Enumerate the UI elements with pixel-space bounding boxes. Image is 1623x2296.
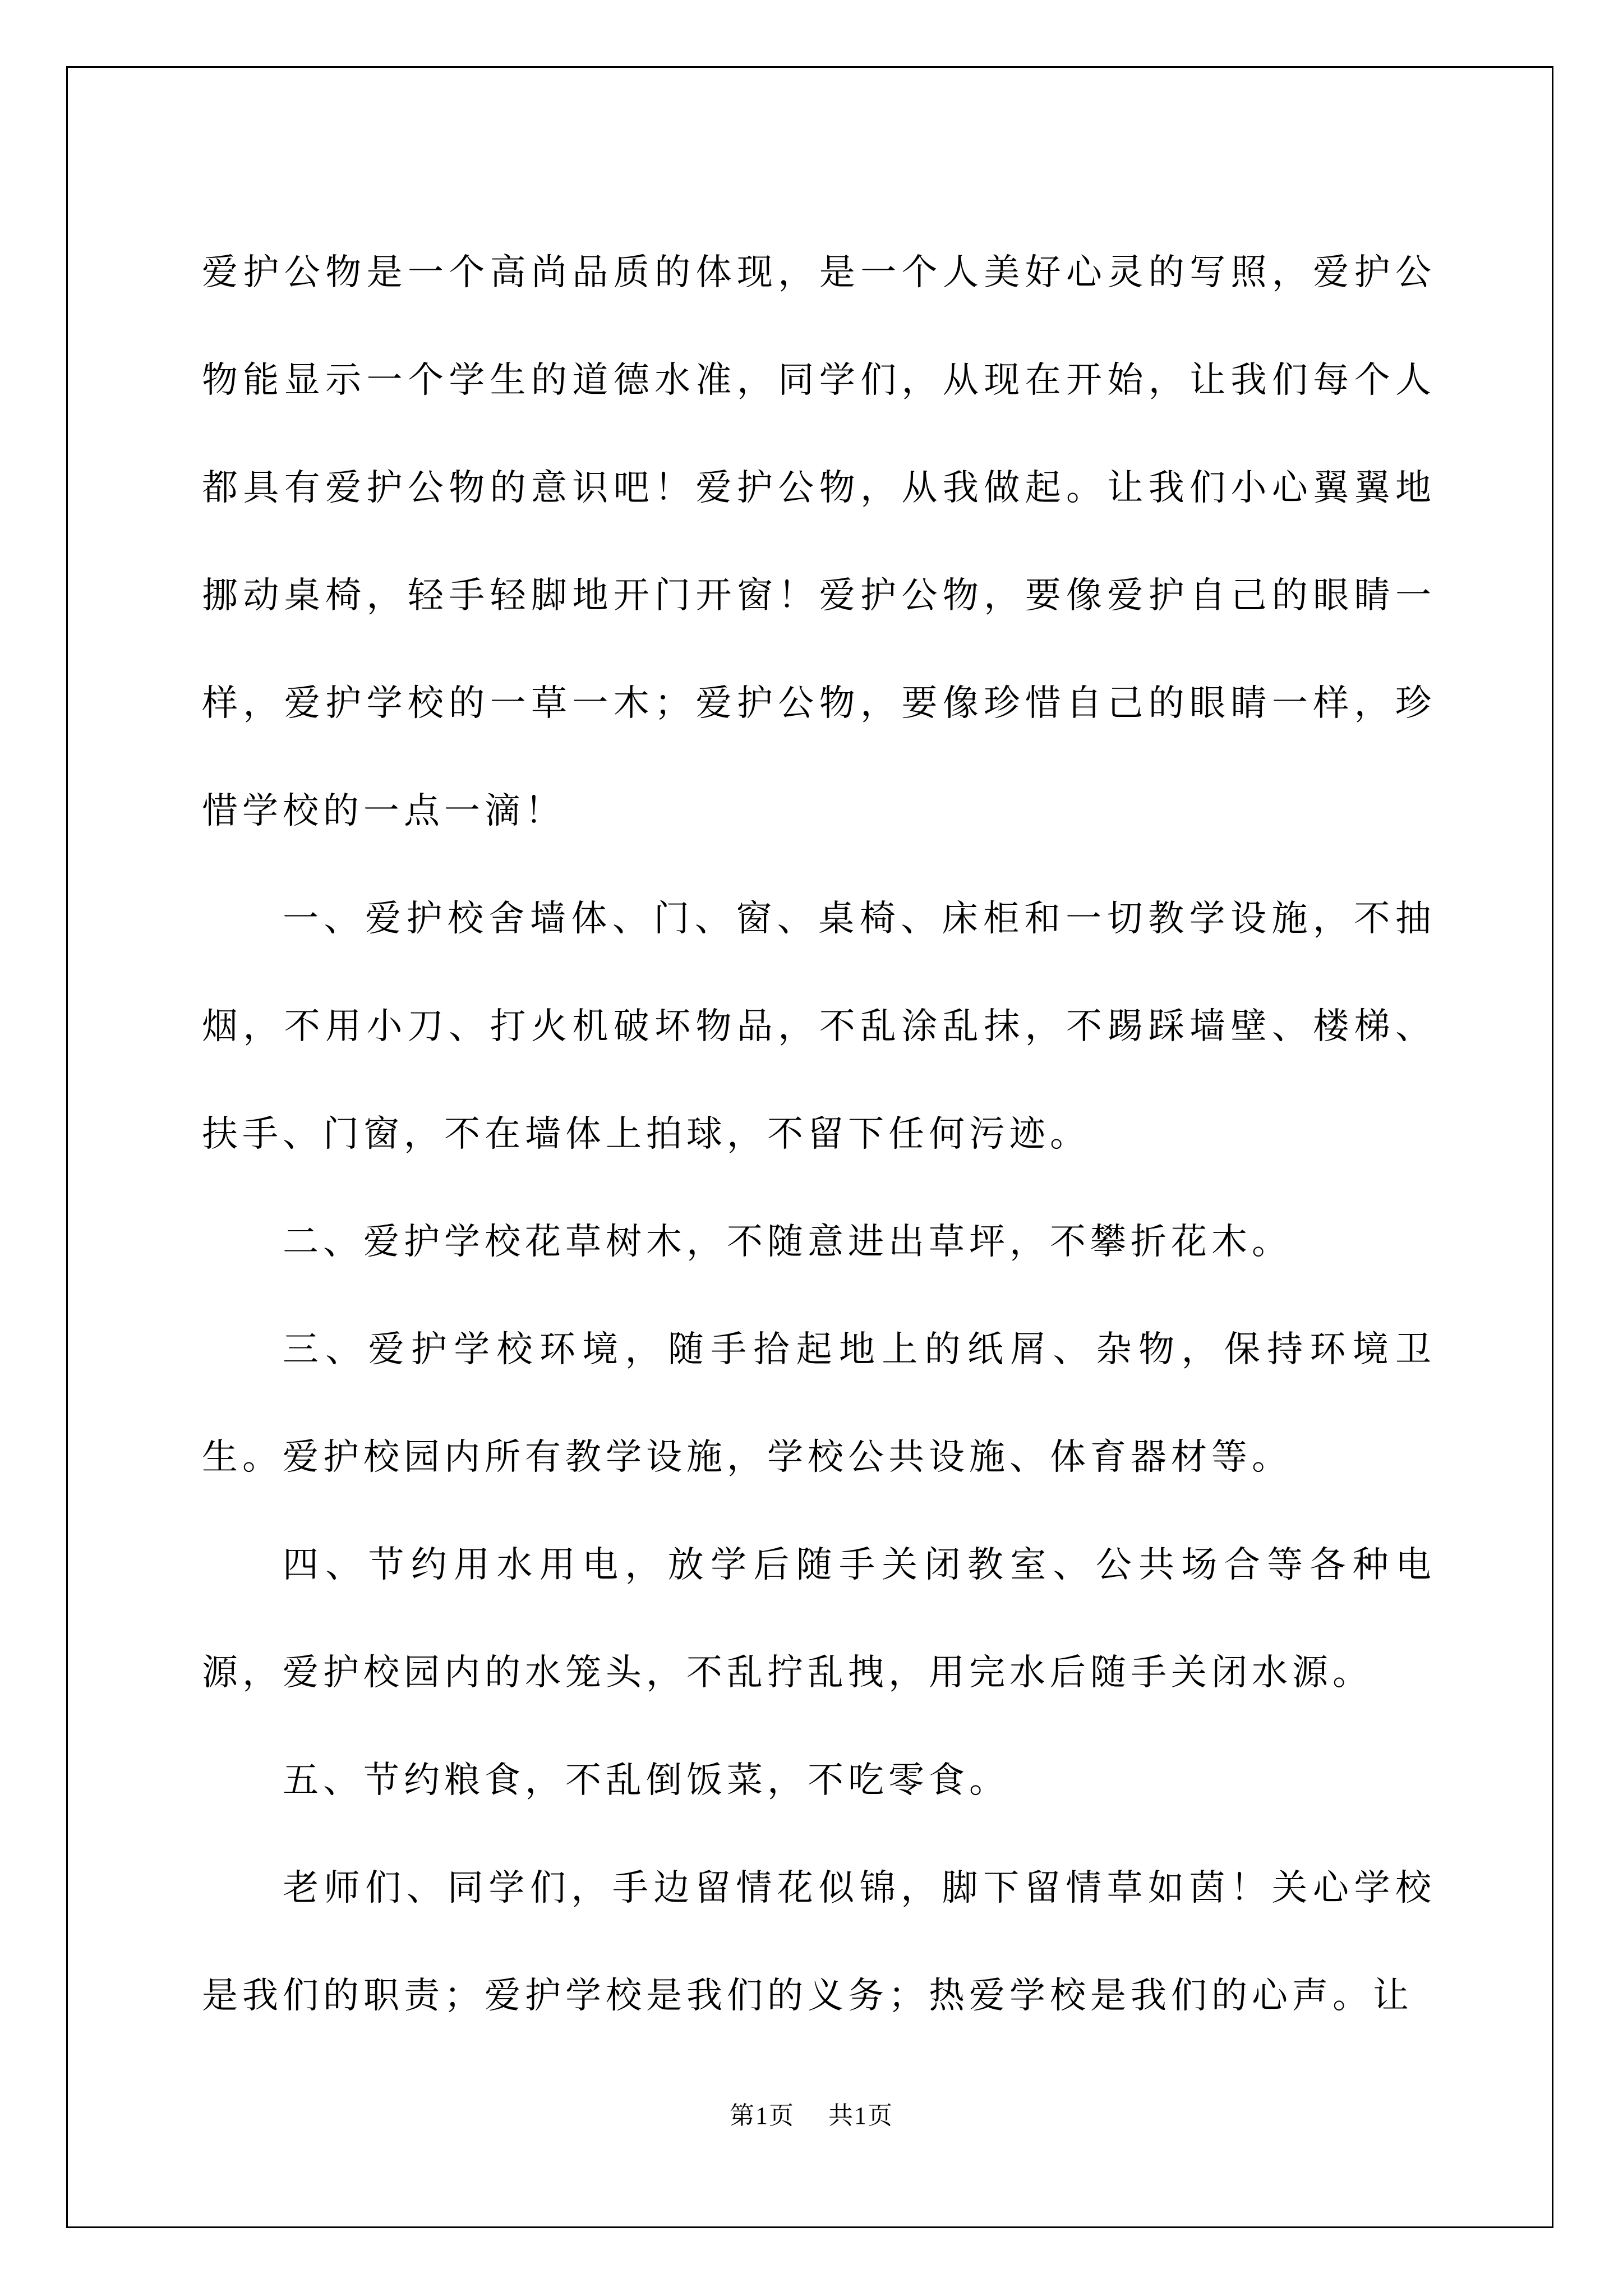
paragraph-item-5: 五、节约粮食，不乱倒饭菜，不吃零食。 [283, 1760, 1009, 1801]
page-total: 共1页 [828, 2102, 893, 2129]
paragraph-closing: 老师们、同学们，手边留情花似锦，脚下留情草如茵！关心学校是我们的职责；爱护学校是我们的义务；热爱学校是我们的心声。让 [202, 1867, 1436, 2017]
paragraph-item-2: 二、爱护学校花草树木，不随意进出草坪，不攀折花木。 [283, 1221, 1292, 1263]
paragraph-item-4: 四、节约用水用电，放学后随手关闭教室、公共场合等各种电源，爱护校园内的水笼头，不乱拧乱拽，用完水后随手关闭水源。 [202, 1544, 1436, 1694]
paragraph-item-1: 一、爱护校舍墙体、门、窗、桌椅、床柜和一切教学设施，不抽烟，不用小刀、打火机破坏物品，不乱涂乱抹，不踢踩墙壁、楼梯、扶手、门窗，不在墙体上拍球，不留下任何污迹。 [202, 898, 1436, 1155]
paragraph-intro: 爱护公物是一个高尚品质的体现，是一个人美好心灵的写照，爱护公物能显示一个学生的道德水准，同学们，从现在开始，让我们每个人都具有爱护公物的意识吧！爱护公物，从我做起。让我们小心翼翼地挪动桌椅，轻手轻脚地开门开窗！爱护公物，要像爱护自己的眼睛一样，爱护学校的一草一木；爱护公物，要像珍惜自己的眼睛一样，珍惜学校的一点一滴！ [202, 252, 1436, 832]
page-footer [0, 2095, 1623, 2131]
document-body [202, 219, 1436, 2050]
page-number: 第1页 [730, 2102, 795, 2129]
paragraph-item-3: 三、爱护学校环境，随手拾起地上的纸屑、杂物，保持环境卫生。爱护校园内所有教学设施，学校公共设施、体育器材等。 [202, 1329, 1436, 1478]
